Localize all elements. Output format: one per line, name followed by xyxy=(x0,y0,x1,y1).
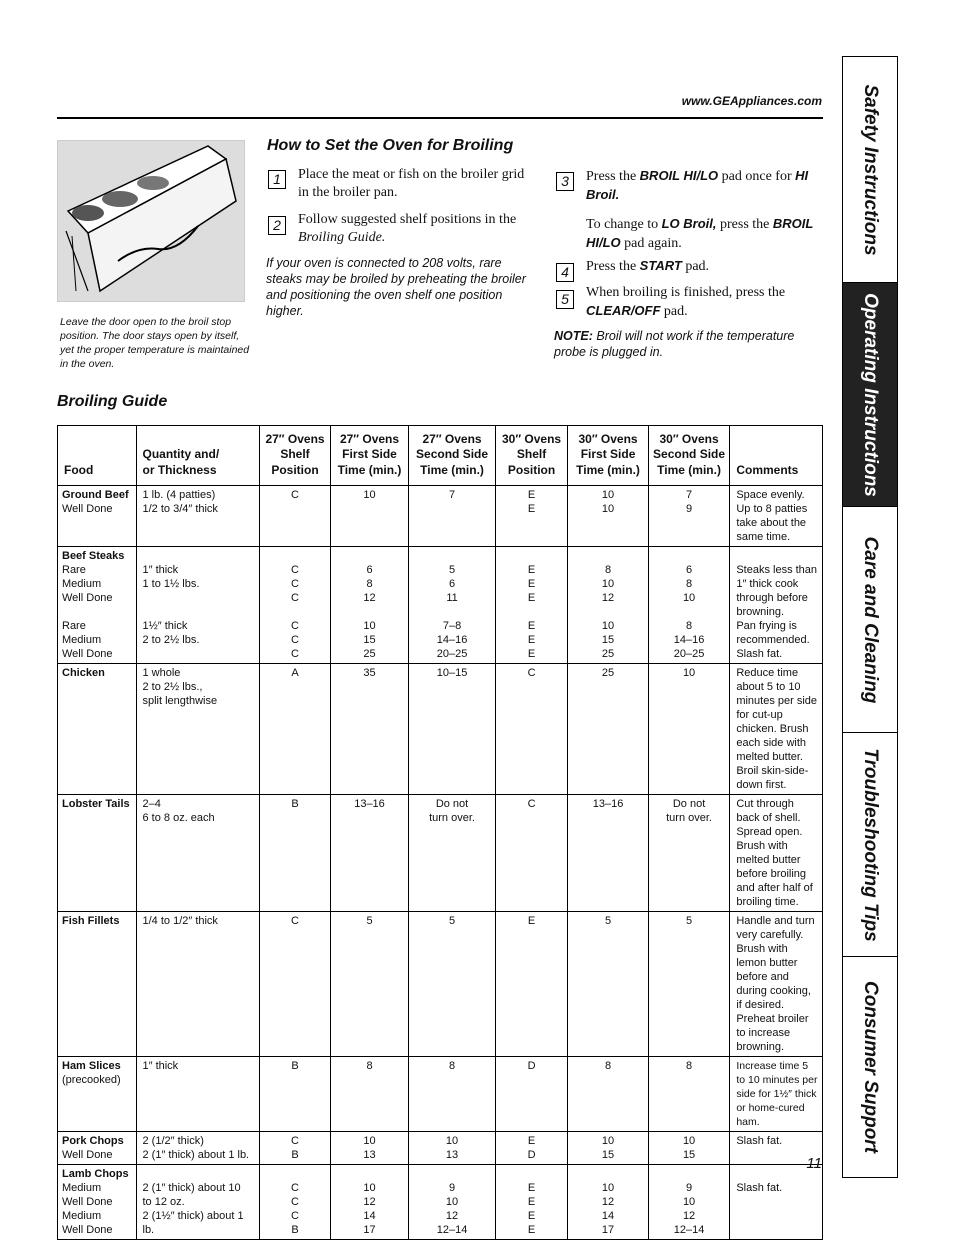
table-row xyxy=(58,1165,823,1240)
shelf30-cell: C xyxy=(495,664,567,795)
table-row xyxy=(58,1132,823,1165)
qty-cell: 2–4 6 to 8 oz. each xyxy=(136,795,260,912)
comments-cell: Slash fat. xyxy=(730,1132,823,1165)
shelf27-cell: C B xyxy=(260,1132,330,1165)
table-row xyxy=(58,547,823,664)
second27-cell: 8 xyxy=(409,1057,496,1132)
how-to-title: How to Set the Oven for Broiling xyxy=(267,137,514,154)
food-cell: Chicken xyxy=(58,664,137,795)
shelf27-cell: C C C C C C xyxy=(260,547,330,664)
second30-cell: Do not turn over. xyxy=(648,795,730,912)
food-cell: Fish Fillets xyxy=(58,912,137,1057)
table-row xyxy=(58,795,823,912)
col-30-shelf: 30″ Ovens Shelf Position xyxy=(495,426,567,486)
tab-consumer-support[interactable]: Consumer Support xyxy=(860,980,881,1154)
qty-cell: 1″ thick 1 to 1½ lbs. 1½″ thick 2 to 2½ lbs. xyxy=(136,547,260,664)
first30-cell: 13–16 xyxy=(568,795,649,912)
shelf30-cell: E E E E xyxy=(495,1165,567,1240)
first27-cell: 10 13 xyxy=(330,1132,409,1165)
shelf27-cell: A xyxy=(260,664,330,795)
second27-cell: 9 10 12 12–14 xyxy=(409,1165,496,1240)
step-3-text: Press the BROIL HI/LO pad once for HI Broil. To change to LO Broil, press the BROIL HI/LO pad again. xyxy=(586,168,814,251)
first30-cell: 10 12 14 17 xyxy=(568,1165,649,1240)
food-cell: Pork Chops Well Done xyxy=(58,1132,137,1165)
food-cell: Lobster Tails xyxy=(58,795,137,912)
shelf30-cell: D xyxy=(495,1057,567,1132)
second30-cell: 10 xyxy=(648,664,730,795)
first30-cell: 25 xyxy=(568,664,649,795)
col-27-second: 27″ Ovens Second Side Time (min.) xyxy=(409,426,496,486)
comments-cell: Cut through back of shell. Spread open. Brush with melted butter before broiling and after half of broiling time. xyxy=(730,795,823,912)
first27-cell: 8 xyxy=(330,1057,409,1132)
table-row xyxy=(58,1057,823,1132)
food-cell: Beef Steaks Rare Medium Well Done Rare Medium Well Done xyxy=(58,547,137,664)
step-5-number: 5 xyxy=(556,290,574,309)
step-5-text: When broiling is finished, press the CLEAR/OFF pad. xyxy=(586,285,786,319)
step-2-text: Follow suggested shelf positions in the Broiling Guide. xyxy=(298,212,517,245)
qty-cell: 1/4 to 1/2″ thick xyxy=(136,912,260,1057)
col-27-shelf: 27″ Ovens Shelf Position xyxy=(260,426,330,486)
step-3-number: 3 xyxy=(556,172,574,191)
second30-cell: 5 xyxy=(648,912,730,1057)
probe-note: NOTE: Broil will not work if the temperature probe is plugged in. xyxy=(554,329,795,359)
first30-cell: 10 15 xyxy=(568,1132,649,1165)
shelf30-cell: C xyxy=(495,795,567,912)
food-cell: Ham Slices (precooked) xyxy=(58,1057,137,1132)
shelf27-cell: C xyxy=(260,486,330,547)
website-url: www.GEAppliances.com xyxy=(681,94,822,108)
tab-care-and-cleaning[interactable]: Care and Cleaning xyxy=(843,507,897,733)
table-row xyxy=(58,664,823,795)
header-rule xyxy=(57,117,823,119)
first30-cell: 10 10 xyxy=(568,486,649,547)
col-30-second: 30″ Ovens Second Side Time (min.) xyxy=(648,426,730,486)
voltage-note: If your oven is connected to 208 volts, rare steaks may be broiled by preheating the broiler and positioning the oven shelf one position higher. xyxy=(266,256,526,318)
first30-cell: 8 xyxy=(568,1057,649,1132)
shelf30-cell: E xyxy=(495,912,567,1057)
col-food: Food xyxy=(58,426,137,486)
tab-safety-instructions[interactable]: Safety Instructions xyxy=(843,57,897,283)
first27-cell: 35 xyxy=(330,664,409,795)
broiling-guide-table xyxy=(57,425,823,1240)
qty-cell: 1 whole 2 to 2½ lbs., split lengthwise xyxy=(136,664,260,795)
col-comments: Comments xyxy=(730,426,823,486)
qty-cell: 1 lb. (4 patties) 1/2 to 3/4″ thick xyxy=(136,486,260,547)
second30-cell: 6 8 10 8 14–16 20–25 xyxy=(648,547,730,664)
first27-cell: 5 xyxy=(330,912,409,1057)
first27-cell: 10 12 14 17 xyxy=(330,1165,409,1240)
first27-cell: 13–16 xyxy=(330,795,409,912)
second30-cell: 10 15 xyxy=(648,1132,730,1165)
step-4-text: Press the START pad. xyxy=(586,258,710,274)
comments-cell: Increase time 5 to 10 minutes per side for 1½″ thick or home-cured ham. xyxy=(730,1057,823,1132)
step-1-text: Place the meat or fish on the broiler grid in the broiler pan. xyxy=(298,167,525,200)
shelf27-cell: B xyxy=(260,1057,330,1132)
second27-cell: Do not turn over. xyxy=(409,795,496,912)
comments-cell: Steaks less than 1″ thick cook through before browning. Pan frying is recommended. Slash fat. xyxy=(730,547,823,664)
broiling-guide-title: Broiling Guide xyxy=(57,393,168,410)
second27-cell: 7 xyxy=(409,486,496,547)
shelf27-cell: C xyxy=(260,912,330,1057)
table-header-row xyxy=(58,426,823,486)
first27-cell: 6 8 12 10 15 25 xyxy=(330,547,409,664)
step-1-number: 1 xyxy=(268,170,286,189)
second30-cell: 9 10 12 12–14 xyxy=(648,1165,730,1240)
food-cell: Ground Beef Well Done xyxy=(58,486,137,547)
qty-cell: 2 (1/2″ thick) 2 (1″ thick) about 1 lb. xyxy=(136,1132,260,1165)
second27-cell: 10–15 xyxy=(409,664,496,795)
col-30-first: 30″ Ovens First Side Time (min.) xyxy=(568,426,649,486)
qty-cell: 2 (1″ thick) about 10 to 12 oz. 2 (1½″ thick) about 1 lb. xyxy=(136,1165,260,1240)
shelf30-cell: E E E E E E xyxy=(495,547,567,664)
col-quantity: Quantity and/ or Thickness xyxy=(136,426,260,486)
col-27-first: 27″ Ovens First Side Time (min.) xyxy=(330,426,409,486)
step-2-number: 2 xyxy=(268,216,286,235)
first30-cell: 5 xyxy=(568,912,649,1057)
oven-door-drawing xyxy=(58,141,244,301)
tab-operating-instructions[interactable]: Operating Instructions xyxy=(843,283,897,507)
table-row xyxy=(58,912,823,1057)
step-4-number: 4 xyxy=(556,263,574,282)
second30-cell: 8 xyxy=(648,1057,730,1132)
shelf30-cell: E E xyxy=(495,486,567,547)
comments-cell: Reduce time about 5 to 10 minutes per side for cut-up chicken. Brush each side with melted butter. Broil skin-side-down first. xyxy=(730,664,823,795)
second27-cell: 10 13 xyxy=(409,1132,496,1165)
tab-troubleshooting-tips[interactable]: Troubleshooting Tips xyxy=(843,733,897,957)
first30-cell: 8 10 12 10 15 25 xyxy=(568,547,649,664)
shelf27-cell: B xyxy=(260,795,330,912)
first27-cell: 10 xyxy=(330,486,409,547)
comments-cell: Slash fat. xyxy=(730,1165,823,1240)
second30-cell: 7 9 xyxy=(648,486,730,547)
second27-cell: 5 6 11 7–8 14–16 20–25 xyxy=(409,547,496,664)
side-tab-strip xyxy=(842,56,898,1178)
broiler-illustration xyxy=(57,140,245,302)
food-cell: Lamb Chops Medium Well Done Medium Well Done xyxy=(58,1165,137,1240)
page-number: 11 xyxy=(806,1155,822,1172)
table-row xyxy=(58,486,823,547)
illustration-caption: Leave the door open to the broil stop position. The door stays open by itself, yet the proper temperature is maintained in the oven. xyxy=(60,316,250,370)
shelf27-cell: C C C B xyxy=(260,1165,330,1240)
qty-cell: 1″ thick xyxy=(136,1057,260,1132)
shelf30-cell: E D xyxy=(495,1132,567,1165)
comments-cell: Space evenly. Up to 8 patties take about the same time. xyxy=(730,486,823,547)
second27-cell: 5 xyxy=(409,912,496,1057)
comments-cell: Handle and turn very carefully. Brush with lemon butter before and during cooking, if desired. Preheat broiler to increase browning. xyxy=(730,912,823,1057)
